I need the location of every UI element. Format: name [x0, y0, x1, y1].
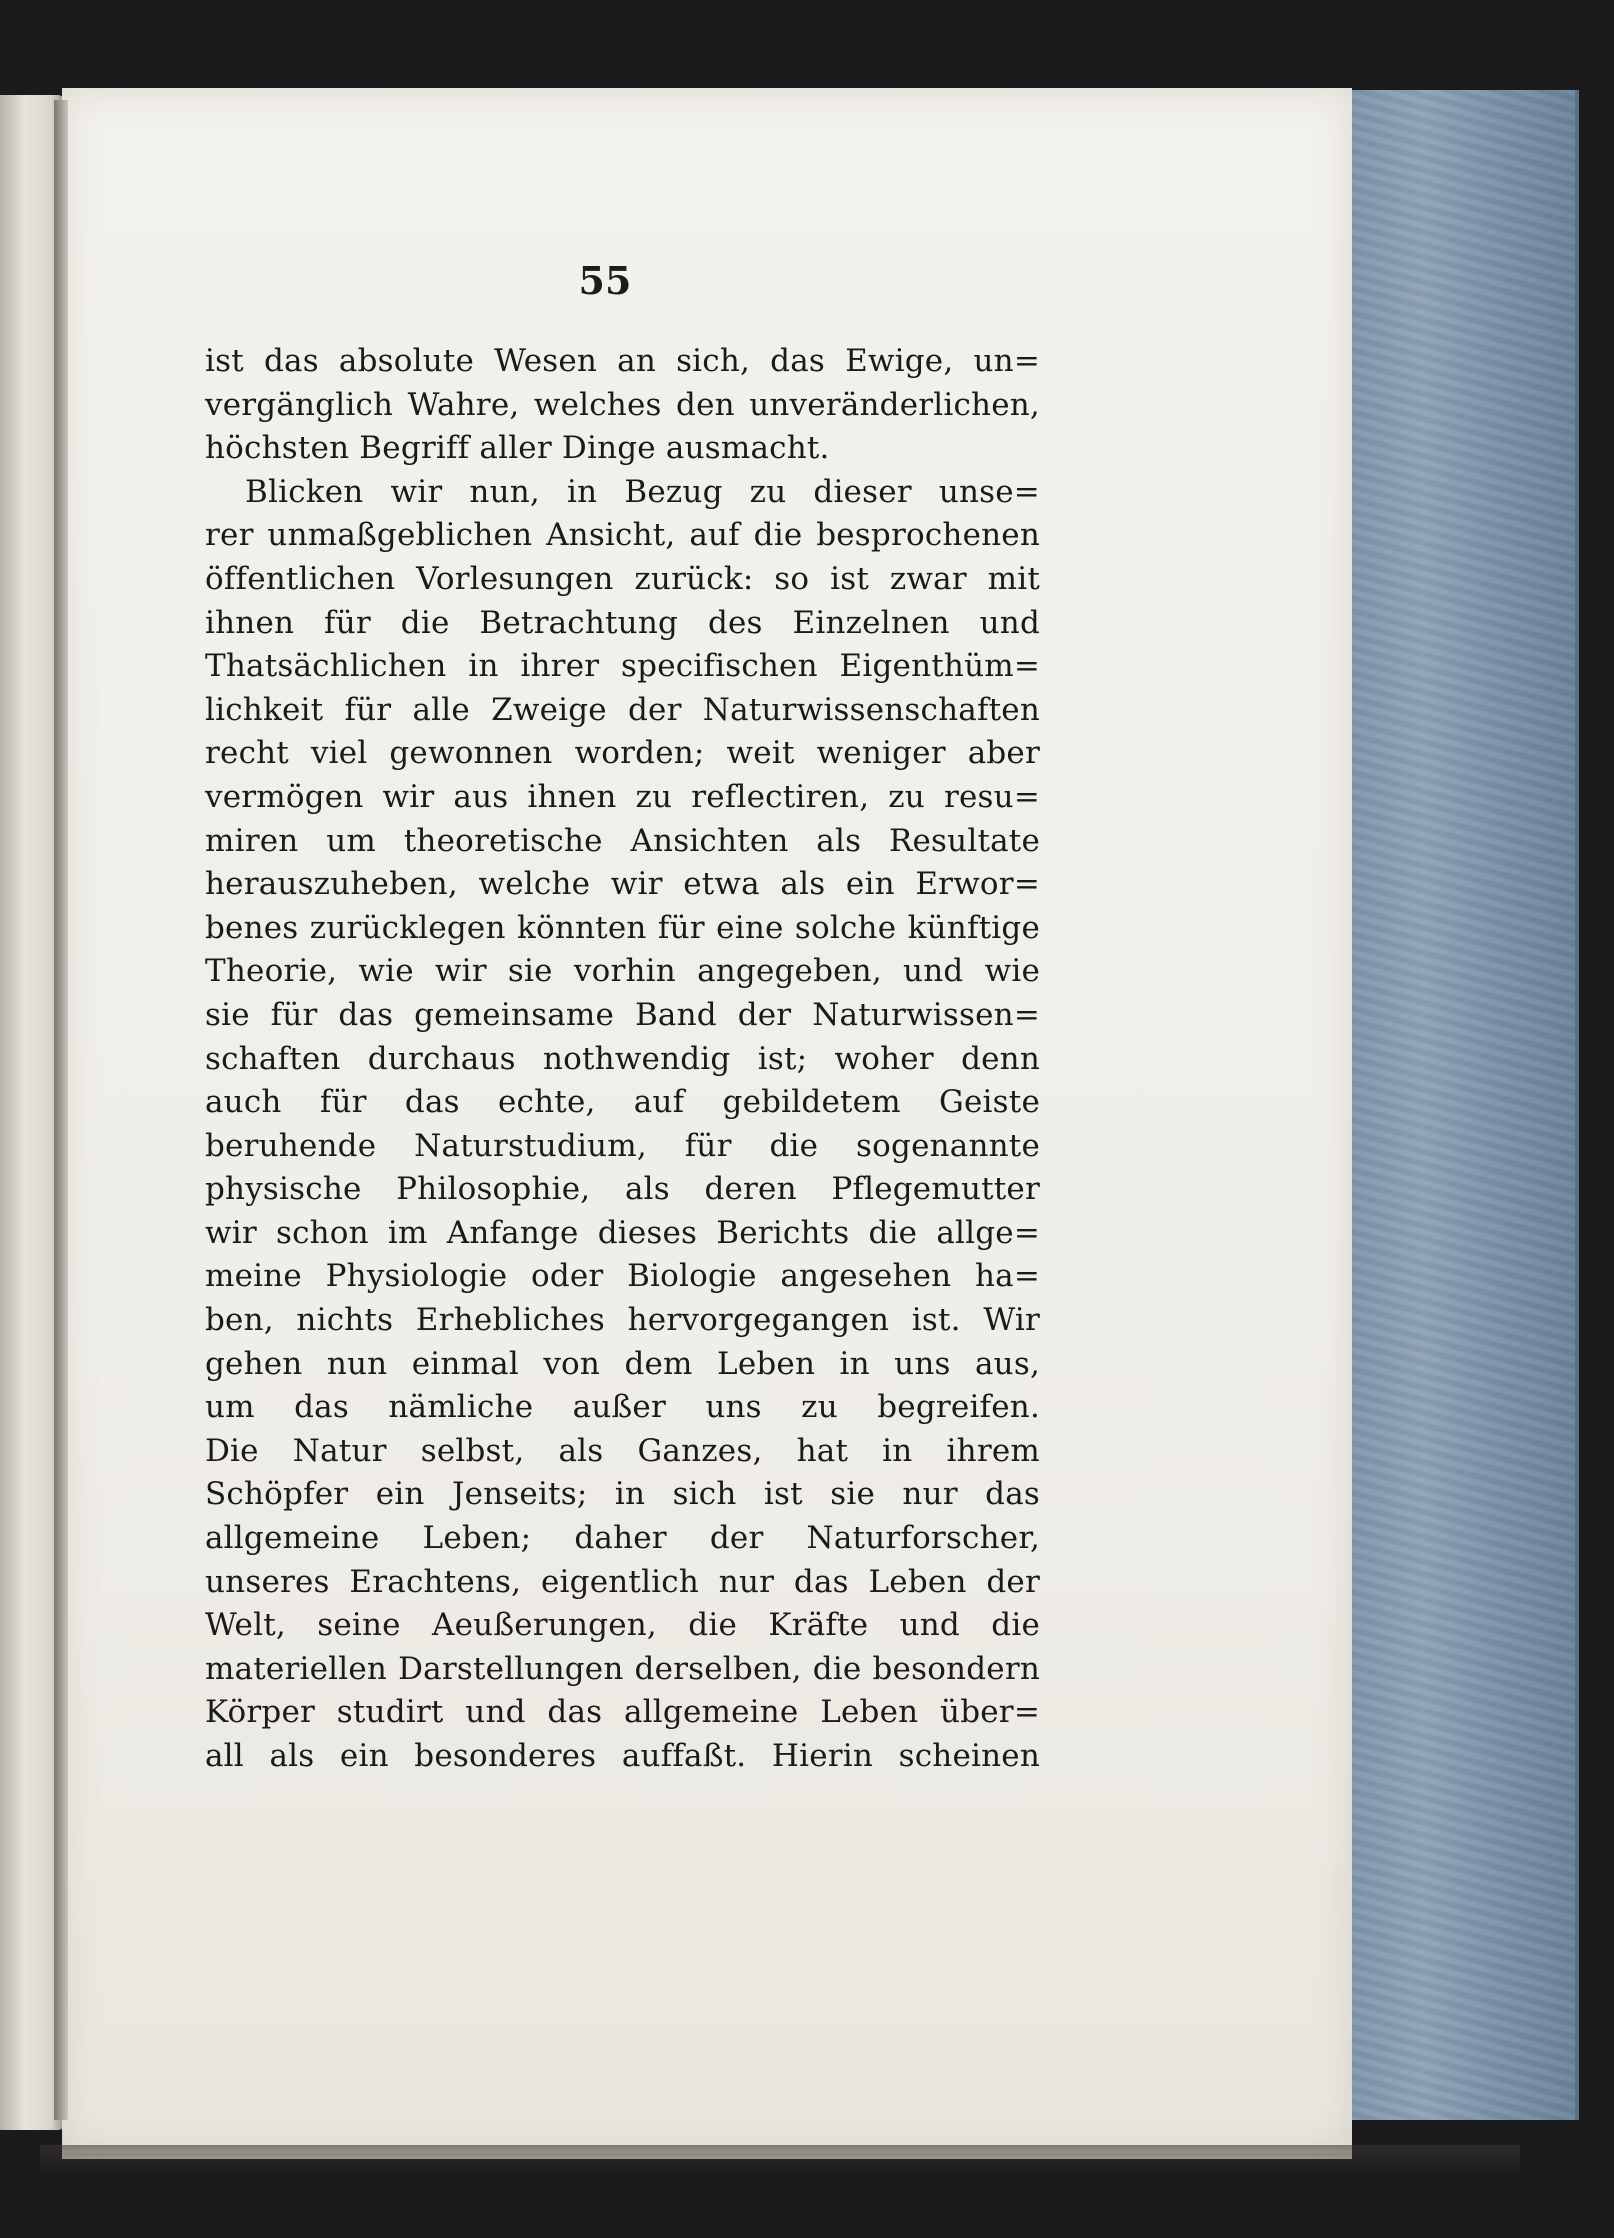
text-line: benes zurücklegen könnten für eine solche künftige: [205, 909, 1040, 946]
text-line: öffentlichen Vorlesungen zurück: so ist zwar mit: [205, 560, 1040, 597]
text-line: Thatsächlichen in ihrer specifischen Eigenthüm=: [205, 648, 1040, 685]
text-line: ihnen für die Betrachtung des Einzelnen und: [205, 604, 1040, 641]
text-line: herauszuheben, welche wir etwa als ein Erwor=: [205, 866, 1040, 903]
text-line: lichkeit für alle Zweige der Naturwissenschaften: [205, 691, 1040, 728]
book-cover-edge: [1340, 90, 1579, 2120]
text-line: unseres Erachtens, eigentlich nur das Leben der: [205, 1563, 1040, 1600]
text-line: vergänglich Wahre, welches den unveränderlichen,: [205, 386, 1040, 423]
text-line: ist das absolute Wesen an sich, das Ewige, un=: [205, 343, 1040, 379]
bottom-shadow: [40, 2145, 1520, 2175]
page-number: 55: [578, 258, 632, 303]
text-line: rer unmaßgeblichen Ansicht, auf die besprochenen: [205, 517, 1040, 554]
text-line: schaften durchaus nothwendig ist; woher denn: [205, 1040, 1040, 1077]
text-line: vermögen wir aus ihnen zu reflectiren, zu resu=: [205, 778, 1040, 815]
text-line: um das nämliche außer uns zu begreifen.: [205, 1389, 1040, 1426]
text-line: Welt, seine Aeußerungen, die Kräfte und die: [205, 1607, 1040, 1644]
text-line: Theorie, wie wir sie vorhin angegeben, und wie: [205, 953, 1040, 990]
book-gutter: [54, 100, 68, 2120]
text-line: meine Physiologie oder Biologie angesehen ha=: [205, 1258, 1040, 1295]
text-line: Blicken wir nun, in Bezug zu dieser unse=: [245, 473, 1040, 510]
text-line: sie für das gemeinsame Band der Naturwissen=: [205, 996, 1040, 1033]
text-line: höchsten Begriff aller Dinge ausmacht.: [205, 430, 830, 467]
text-line: recht viel gewonnen worden; weit weniger aber: [205, 735, 1040, 772]
text-line: ben, nichts Erhebliches hervorgegangen ist. Wir: [205, 1302, 1040, 1339]
text-line: auch für das echte, auf gebildetem Geiste: [205, 1084, 1040, 1121]
text-line: Körper studirt und das allgemeine Leben über=: [205, 1694, 1040, 1731]
text-line: wir schon im Anfange dieses Berichts die allge=: [205, 1214, 1040, 1251]
text-line: Die Natur selbst, als Ganzes, hat in ihrem: [205, 1432, 1040, 1469]
text-line: Schöpfer ein Jenseits; in sich ist sie nur das: [205, 1476, 1040, 1513]
text-line: miren um theoretische Ansichten als Resultate: [205, 822, 1040, 859]
text-line: allgemeine Leben; daher der Naturforscher,: [205, 1520, 1040, 1557]
text-line: gehen nun einmal von dem Leben in uns aus,: [205, 1345, 1040, 1382]
text-line: beruhende Naturstudium, für die sogenannte: [205, 1127, 1040, 1164]
text-line: all als ein besonderes auffaßt. Hierin scheinen: [205, 1738, 1040, 1774]
text-block: [205, 340, 1040, 1779]
text-line: physische Philosophie, als deren Pflegemutter: [205, 1171, 1040, 1208]
text-line: materiellen Darstellungen derselben, die besondern: [205, 1650, 1040, 1687]
